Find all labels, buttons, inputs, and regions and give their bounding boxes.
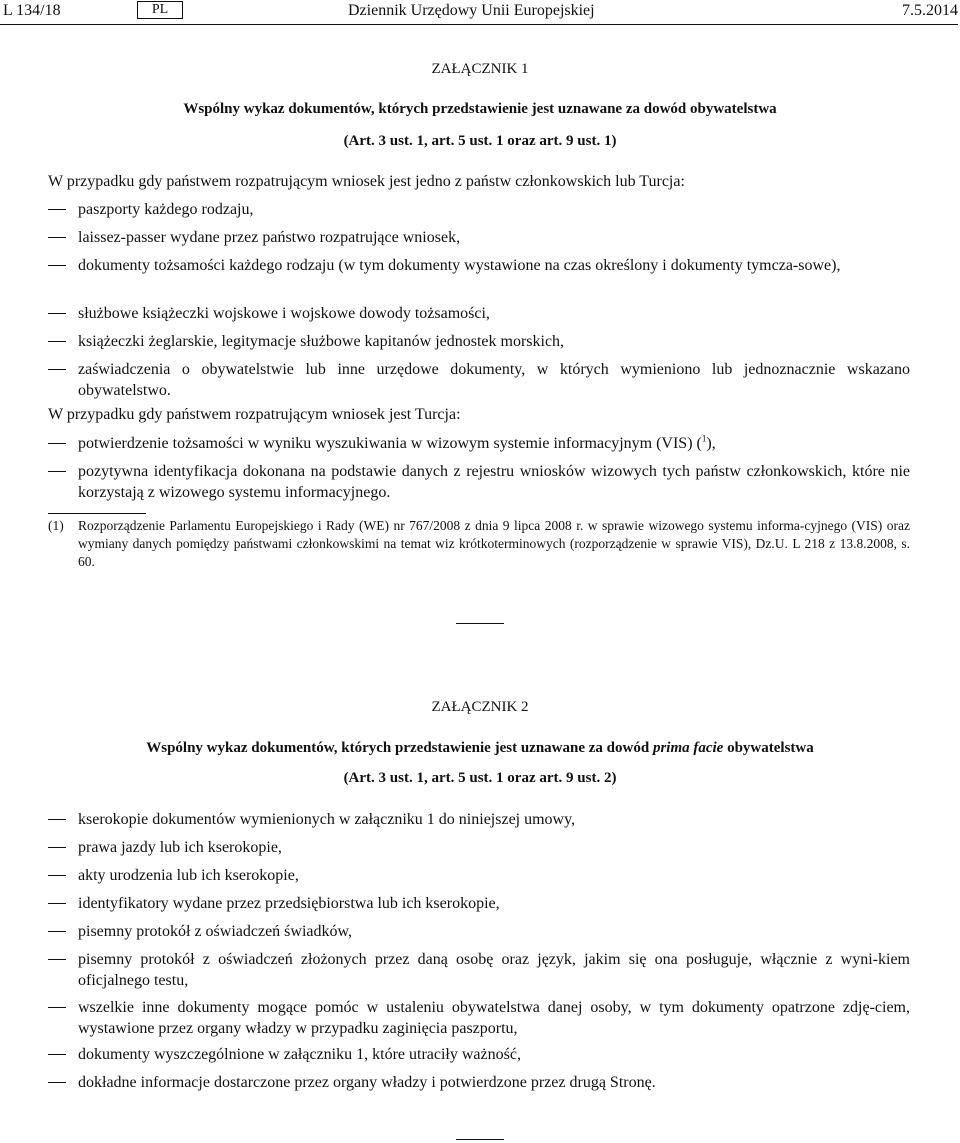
list-item: potwierdzenie tożsamości w wyniku wyszukiwania w wizowym systemie informacyjnym (VIS) ($^1$), bbox=[48, 433, 910, 454]
section-separator bbox=[456, 623, 504, 624]
annex1-label: ZAŁĄCZNIK 1 bbox=[431, 61, 529, 77]
annex1-intro-2: W przypadku gdy państwem rozpatrującym wniosek jest Turcja: bbox=[48, 406, 461, 423]
list-item: zaświadczenia o obywatelstwie lub inne urzędowe dokumenty, w których wymieniono lub jednoznacznie wskazano obywatelstwo. bbox=[48, 359, 910, 401]
list-item: identyfikatory wydane przez przedsiębiorstwa lub ich kserokopie, bbox=[48, 893, 910, 914]
dash-bullet bbox=[48, 1082, 66, 1083]
footnote-reference: 1 bbox=[701, 433, 707, 444]
dash-bullet bbox=[48, 959, 66, 960]
list-item: dokumenty tożsamości każdego rodzaju (w tym dokumenty wystawione na czas określony i dokumenty tymcza-sowe), bbox=[48, 255, 910, 276]
footnote bbox=[48, 517, 910, 571]
list-item: książeczki żeglarskie, legitymacje służbowe kapitanów jednostek morskich, bbox=[48, 331, 910, 352]
annex2-reference: (Art. 3 ust. 1, art. 5 ust. 1 oraz art. 9 ust. 2) bbox=[343, 770, 617, 786]
dash-bullet bbox=[48, 1054, 66, 1055]
list-item: wszelkie inne dokumenty mogące pomóc w ustaleniu obywatelstwa danej osoby, w tym dokumenty opatrzone zdję-ciem, wystawione przez organy władzy w przypadku zaginięcia paszportu, bbox=[48, 997, 910, 1039]
list-item: akty urodzenia lub ich kserokopie, bbox=[48, 865, 910, 886]
list-item: kserokopie dokumentów wymienionych w załączniku 1 do niniejszej umowy, bbox=[48, 809, 910, 830]
list-item: prawa jazdy lub ich kserokopie, bbox=[48, 837, 910, 858]
language-badge: PL bbox=[137, 1, 183, 19]
footnote-rule bbox=[48, 513, 146, 514]
dash-bullet bbox=[48, 313, 66, 314]
header-rule bbox=[0, 24, 958, 25]
dash-bullet bbox=[48, 341, 66, 342]
dash-bullet bbox=[48, 209, 66, 210]
dash-bullet bbox=[48, 819, 66, 820]
dash-bullet bbox=[48, 237, 66, 238]
dash-bullet bbox=[48, 1007, 66, 1008]
list-item: paszporty każdego rodzaju, bbox=[48, 199, 910, 220]
dash-bullet bbox=[48, 369, 66, 370]
list-item: pisemny protokół z oświadczeń świadków, bbox=[48, 921, 910, 942]
list-item: dokumenty wyszczególnione w załączniku 1, które utraciły ważność, bbox=[48, 1044, 910, 1065]
dash-bullet bbox=[48, 443, 66, 444]
page-reference: L 134/18 bbox=[3, 2, 61, 19]
journal-title: Dziennik Urzędowy Unii Europejskiej bbox=[348, 2, 595, 19]
dash-bullet bbox=[48, 265, 66, 266]
list-item: pozytywna identyfikacja dokonana na podstawie danych z rejestru wniosków wizowych tych państw członkowskich, które nie korzystają z wizowego systemu informacyjnego. bbox=[48, 461, 910, 503]
section-separator bbox=[456, 1139, 504, 1140]
list-item: dokładne informacje dostarczone przez organy władzy i potwierdzone przez drugą Stronę. bbox=[48, 1072, 910, 1093]
footnote-mark: (1) bbox=[48, 518, 64, 533]
dash-bullet bbox=[48, 903, 66, 904]
annex1-reference: (Art. 3 ust. 1, art. 5 ust. 1 oraz art. 9 ust. 1) bbox=[343, 133, 617, 149]
footnote-text: Rozporządzenie Parlamentu Europejskiego i Rady (WE) nr 767/2008 z dnia 9 lipca 2008 r. w sprawie wizowego systemu informa-cyjnego (VIS) oraz wymiany danych pomiędzy państwami członkowskimi na temat wiz krótkoterminowych (rozporządzenie w sprawie VIS), Dz.U. L 218 z 13.8.2008, s. 60. bbox=[78, 518, 910, 569]
annex1-heading: Wspólny wykaz dokumentów, których przedstawienie jest uznawane za dowód obywatelstwa bbox=[183, 101, 777, 117]
dash-bullet bbox=[48, 471, 66, 472]
list-item: służbowe książeczki wojskowe i wojskowe dowody tożsamości, bbox=[48, 303, 910, 324]
list-item: pisemny protokół z oświadczeń złożonych przez daną osobę oraz język, jakim się ona posługuje, włącznie z wyni-kiem oficjalnego testu, bbox=[48, 949, 910, 991]
annex1-intro-1: W przypadku gdy państwem rozpatrującym wniosek jest jedno z państw członkowskich lub Turcja: bbox=[48, 173, 685, 190]
annex2-heading: Wspólny wykaz dokumentów, których przedstawienie jest uznawane za dowód prima facie obywatelstwa bbox=[146, 740, 814, 756]
dash-bullet bbox=[48, 931, 66, 932]
annex2-label: ZAŁĄCZNIK 2 bbox=[431, 699, 529, 715]
dash-bullet bbox=[48, 875, 66, 876]
page-header bbox=[3, 0, 958, 26]
dash-bullet bbox=[48, 847, 66, 848]
publication-date: 7.5.2014 bbox=[902, 2, 958, 19]
list-item: laissez-passer wydane przez państwo rozpatrujące wniosek, bbox=[48, 227, 910, 248]
